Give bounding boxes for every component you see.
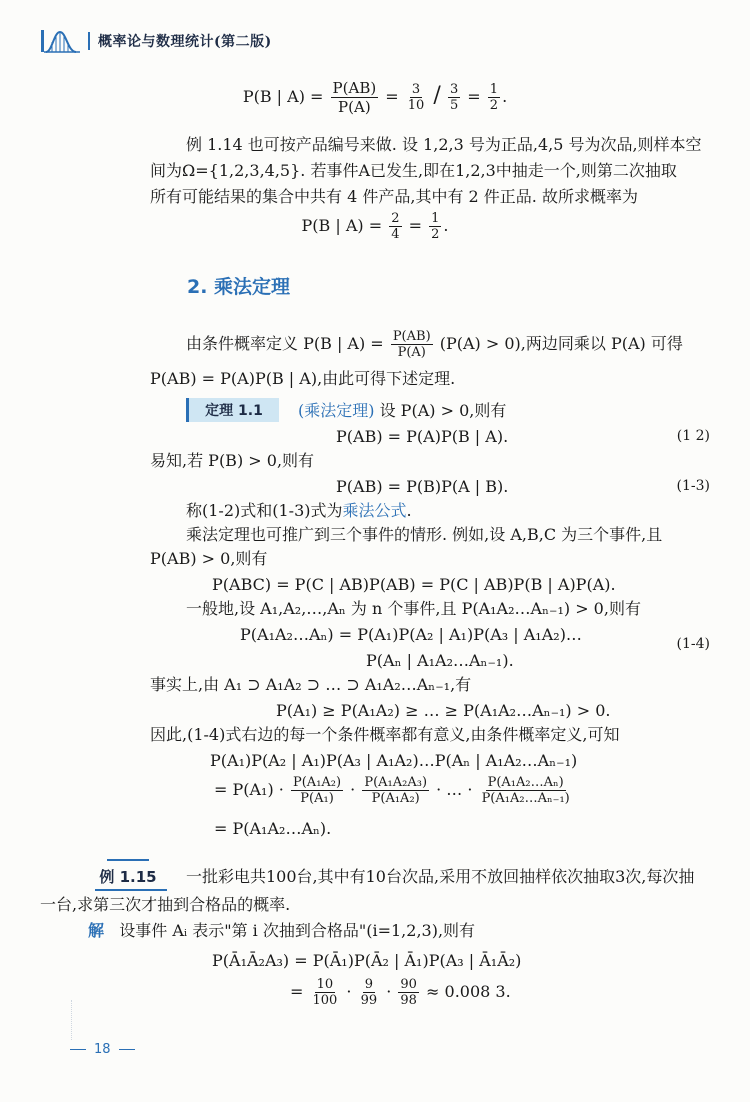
fraction: $\frac{9}{99}$ [360, 977, 378, 1008]
fraction: $\frac{P(AB)}{P(A)}$ [332, 79, 377, 116]
formula-line: P(Ā₁Ā₂A₃) = P(Ā₁)P(Ā₂ | Ā₁)P(A₃ | Ā₁Ā₂) [212, 951, 522, 970]
equation-number: (1-3) [676, 478, 710, 494]
formula-line: P(ABC) = P(C | AB)P(AB) = P(C | AB)P(B | A)P(A). [212, 575, 616, 594]
paragraph-line: 所有可能结果的集合中共有 4 件产品,其中有 2 件正品. 故所求概率为 [150, 187, 638, 206]
header-separator [88, 32, 90, 50]
margin-rule [71, 1000, 73, 1040]
page-number: 18 [94, 1042, 111, 1057]
paragraph-line: 间为Ω={1,2,3,4,5}. 若事件A已发生,即在1,2,3中抽走一个,则第二次抽取 [150, 161, 677, 180]
equation-number: (1-4) [676, 636, 710, 652]
fraction: $\frac{\text{P(A₁A₂)}}{\text{P(A₁)}}$ [292, 775, 342, 806]
paragraph-line: 由条件概率定义 P(B | A) = $\frac{P(AB)}{P(A)}$ (P(A) > 0),两边同乘以 P(A) 可得 [186, 329, 683, 360]
fraction: $\frac{P(AB)}{P(A)}$ [392, 329, 431, 360]
fraction: $\frac{\text{P(A₁A₂…Aₙ)}}{\text{P(A₁A₂…Aₙ₋₁)}}$ [481, 775, 570, 806]
book-title: 概率论与数理统计(第二版) [98, 34, 272, 50]
formula-line: P(AB) = P(A)P(B | A). [336, 427, 509, 446]
formula-line: P(AB) = P(B)P(A | B). [336, 477, 509, 496]
fraction: $\frac{\text{P(A₁A₂A₃)}}{\text{P(A₁A₂)}}$ [364, 775, 428, 806]
fraction: $\frac{1}{2}$ [489, 82, 499, 113]
paragraph-line: 例 1.14 也可按产品编号来做. 设 1,2,3 号为正品,4,5 号为次品,则样本空 [186, 135, 702, 154]
paragraph-line: 一台,求第三次才抽到合格品的概率. [40, 895, 291, 914]
formula-line: P(A₁A₂…Aₙ) = P(A₁)P(A₂ | A₁)P(A₃ | A₁A₂)… [240, 625, 582, 644]
fraction: $\frac{3}{5}$ [449, 82, 459, 113]
paragraph-line: 因此,(1-4)式右边的每一个条件概率都有意义,由条件概率定义,可知 [150, 725, 620, 744]
formula-line: P(B | A) = $\frac{2}{4}$ = $\frac{1}{2}$ . [301, 211, 449, 242]
formula-product-line: = P(A₁) · $\frac{\text{P(A₁A₂)}}{\text{P(A₁)}}$ · $\frac{\text{P(A₁A₂A₃)}}{\text{P(A₁A₂)}}$ · … · $\frac{\text{P(A₁A₂…Aₙ)}}{\text{P(A₁A₂…Aₙ₋₁)}}$ [214, 775, 570, 806]
formula-line: P(A₁) ≥ P(A₁A₂) ≥ … ≥ P(A₁A₂…Aₙ₋₁) > 0. [276, 701, 611, 720]
formula-numeric-line: = $\frac{10}{100}$ · $\frac{9}{99}$ · $\frac{90}{98}$ ≈ 0.008 3. [290, 977, 511, 1008]
fraction: $\frac{1}{2}$ [431, 211, 440, 242]
paragraph-line: 一批彩电共100台,其中有10台次品,采用不放回抽样依次抽取3次,每次抽 [186, 867, 695, 886]
section-title: 2. 乘法定理 [187, 276, 291, 298]
paragraph-line: 易知,若 P(B) > 0,则有 [150, 451, 315, 470]
formula-line: P(Aₙ | A₁A₂…Aₙ₋₁). [366, 651, 514, 670]
fraction: $\frac{90}{98}$ [400, 977, 417, 1008]
running-header [40, 28, 272, 54]
paragraph-line: P(AB) > 0,则有 [150, 549, 268, 568]
fraction: $\frac{2}{4}$ [391, 211, 400, 242]
formula-line: P(A₁)P(A₂ | A₁)P(A₃ | A₁A₂)…P(Aₙ | A₁A₂…Aₙ₋₁) [210, 751, 578, 770]
equation-number: (1 2) [676, 428, 710, 444]
fraction: $\frac{3}{10}$ [407, 82, 425, 113]
distribution-logo-icon [40, 28, 82, 54]
theorem-statement: (乘法定理) 设 P(A) > 0,则有 [298, 401, 507, 420]
paragraph-line: P(AB) = P(A)P(B | A),由此可得下述定理. [150, 369, 456, 388]
formula-line: = P(A₁A₂…Aₙ). [214, 819, 332, 838]
paragraph-line: 称(1-2)式和(1-3)式为乘法公式. [186, 501, 412, 520]
paragraph-line: 事实上,由 A₁ ⊃ A₁A₂ ⊃ … ⊃ A₁A₂…Aₙ₋₁,有 [150, 675, 472, 694]
paragraph-line: 一般地,设 A₁,A₂,…,Aₙ 为 n 个事件,且 P(A₁A₂…Aₙ₋₁) > 0,则有 [186, 599, 641, 618]
solution-label: 解 [88, 921, 105, 940]
theorem-label: 定理 1.1 [186, 398, 279, 422]
paragraph-line: 乘法定理也可推广到三个事件的情形. 例如,设 A,B,C 为三个事件,且 [186, 525, 663, 544]
solution-line: 解 设事件 Aᵢ 表示"第 i 次抽到合格品"(i=1,2,3),则有 [88, 921, 476, 940]
fraction: $\frac{10}{100}$ [312, 977, 338, 1008]
page-footer [62, 1042, 143, 1057]
formula-conditional-result: P(B | A) = $\frac{P(AB)}{P(A)}$ = $\frac{3}{10}$ / $\frac{3}{5}$ = $\frac{1}{2}$ . [242, 79, 508, 116]
example-label: 例 1.15 [95, 863, 161, 889]
